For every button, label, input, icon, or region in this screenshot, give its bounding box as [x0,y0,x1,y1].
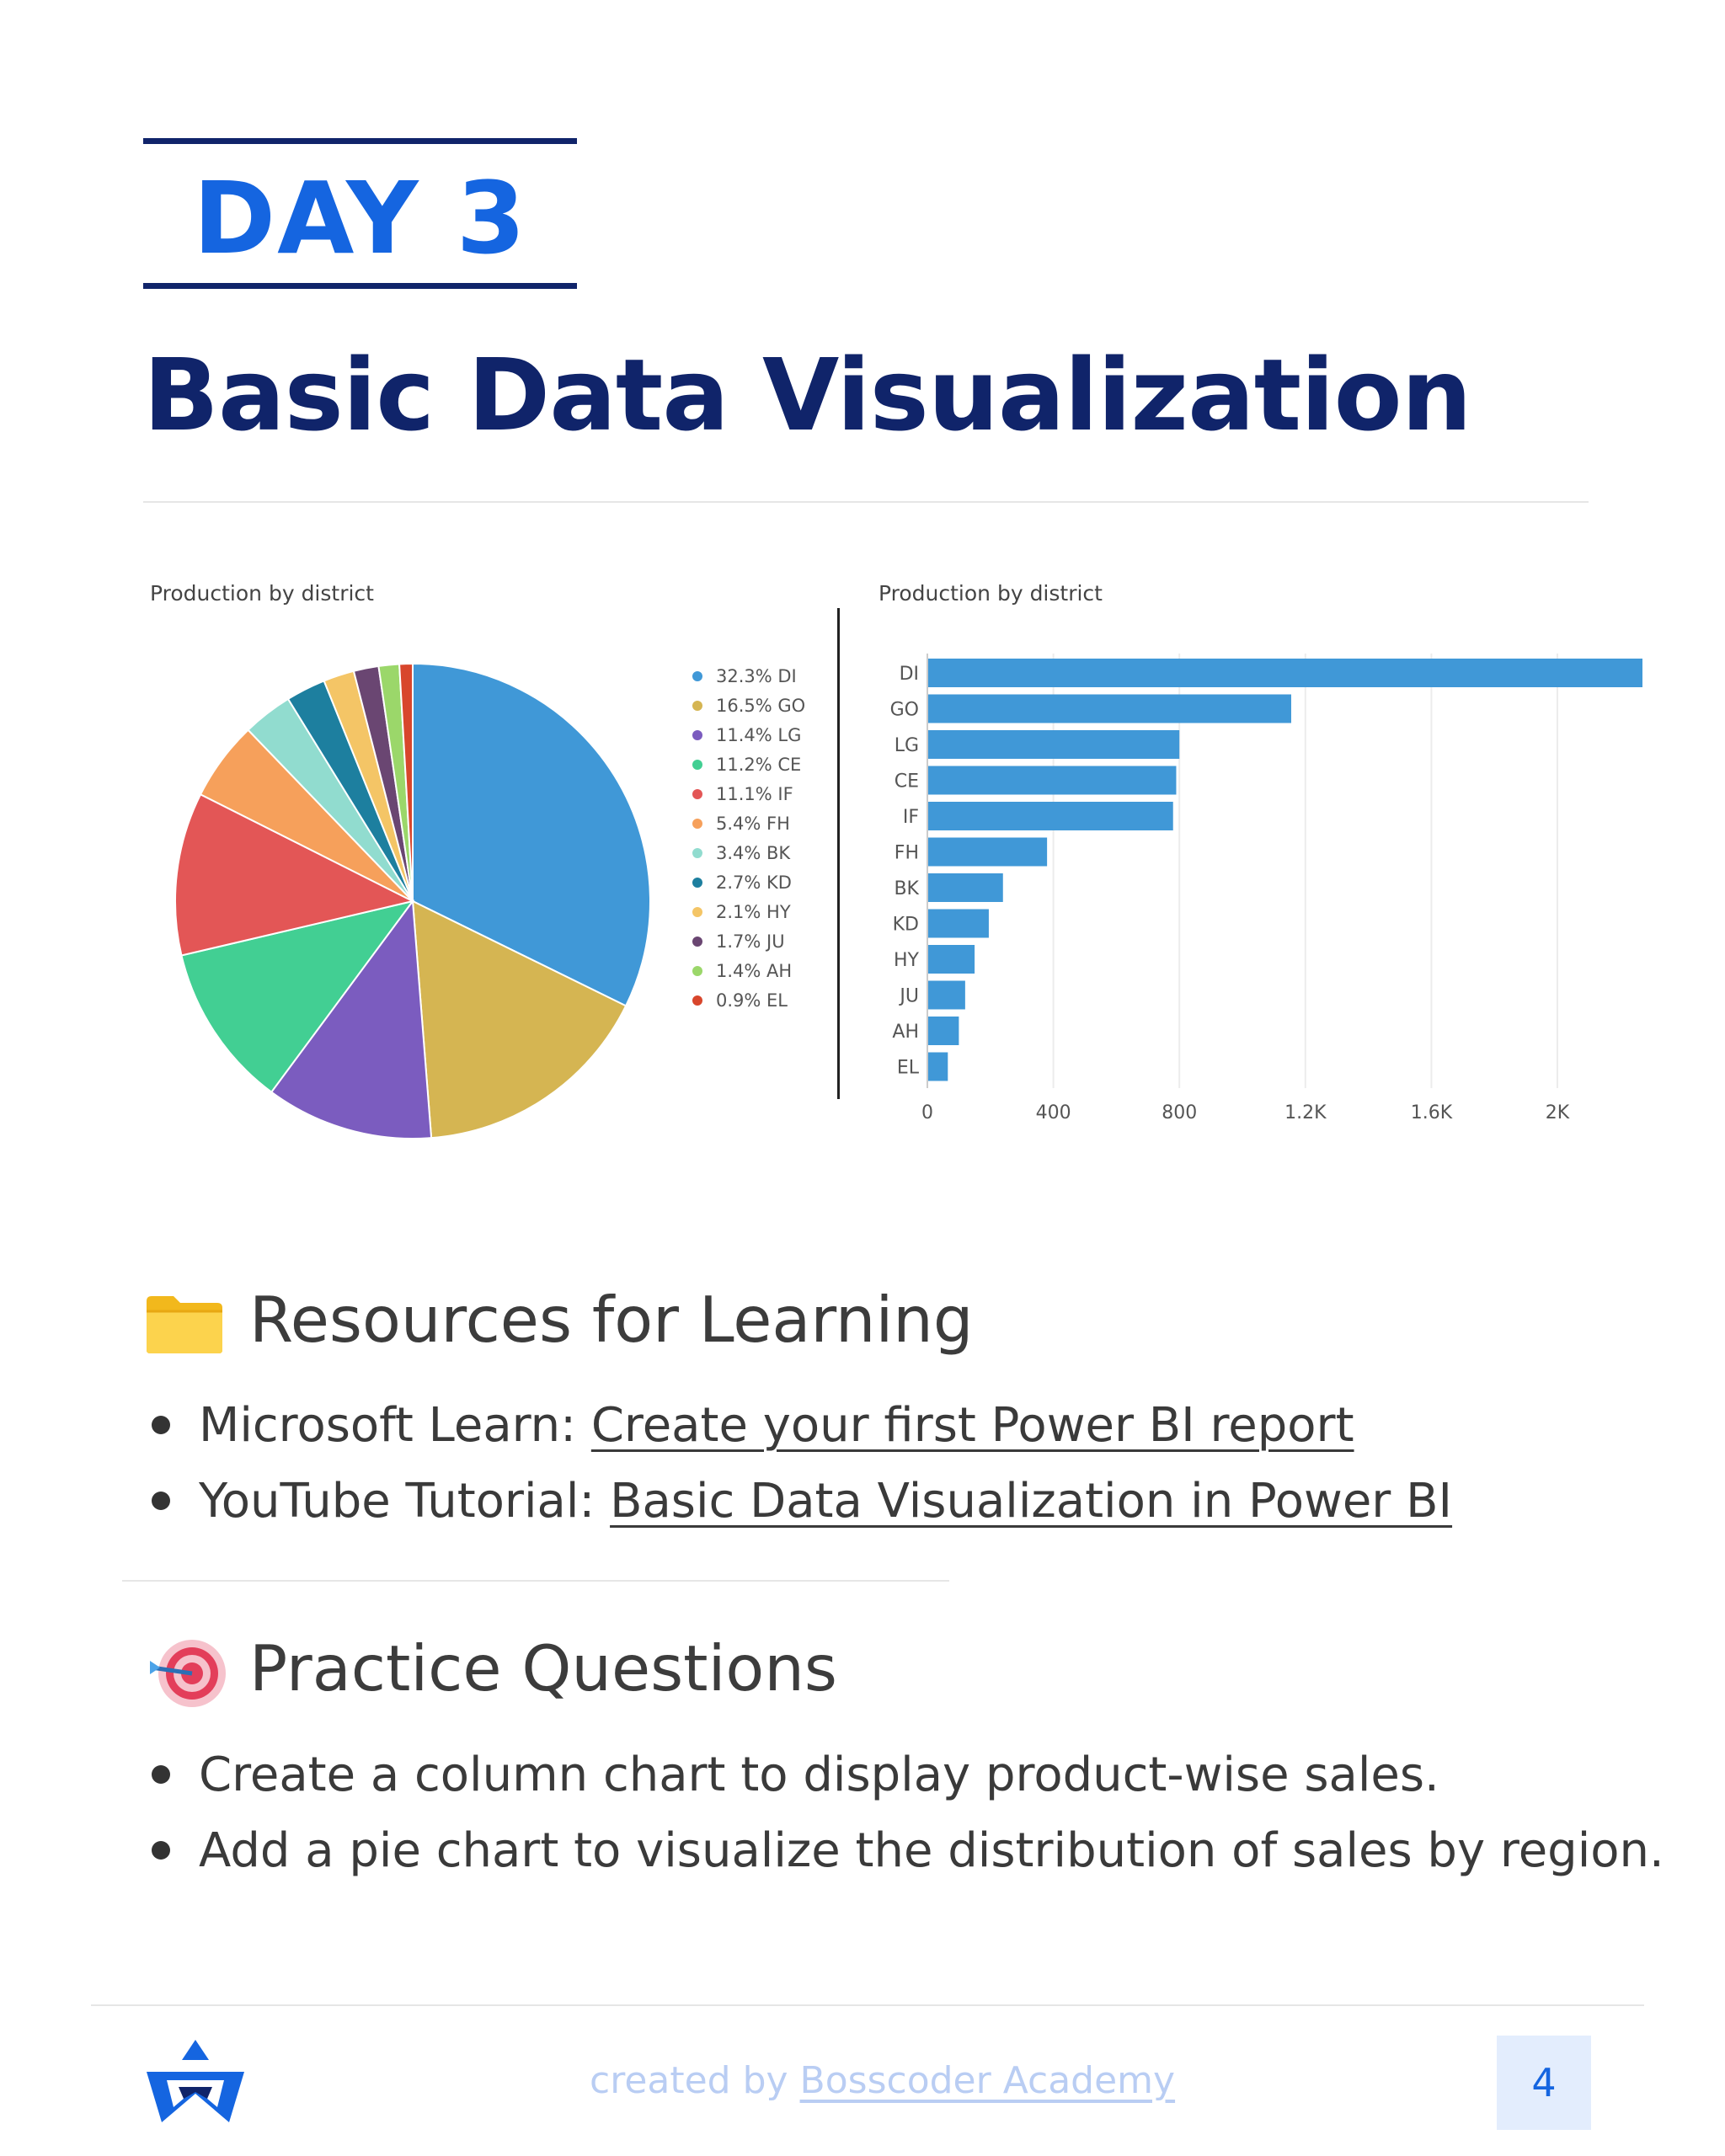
x-tick-label: 1.6K [1410,1102,1453,1123]
legend-label: 11.1% IF [716,783,793,804]
footer-divider [91,2004,1644,2006]
legend-label: 32.3% DI [716,665,797,686]
resource-prefix: YouTube Tutorial: [199,1474,611,1529]
legend-label: 0.9% EL [716,990,788,1011]
y-category-label: AH [892,1022,919,1043]
legend-label: 1.7% JU [716,931,785,952]
legend-dot [692,789,702,799]
legend-dot [692,937,702,947]
footer-created-by: created by [590,2059,800,2102]
legend-dot [692,966,702,976]
section-divider [122,1580,949,1582]
legend-item-go [692,691,836,720]
bar-lg [928,730,1179,759]
y-category-label: CE [894,771,919,792]
bar-ju [928,981,965,1010]
bullet-dot [152,1765,170,1784]
legend-dot [692,671,702,681]
legend-label: 2.7% KD [716,872,792,893]
pie-chart-title: Production by district [150,581,374,606]
pie-legend [692,661,836,1015]
bosscoder-logo[interactable] [142,2038,249,2126]
x-tick-label: 2K [1545,1102,1570,1123]
practice-item-1 [152,1748,1439,1802]
header-bottom-rule [143,283,577,289]
target-icon [148,1636,229,1711]
legend-label: 5.4% FH [716,813,790,834]
y-category-label: GO [889,699,919,721]
resource-item-1 [152,1398,1354,1453]
legend-dot [692,730,702,740]
header-top-rule [143,138,577,144]
bullet-dot [152,1416,170,1434]
footer-credit [590,2059,1176,2102]
legend-item-ce [692,750,836,779]
legend-label: 2.1% HY [716,901,791,922]
legend-dot [692,819,702,829]
x-tick-label: 800 [1162,1102,1198,1123]
legend-dot [692,907,702,917]
legend-label: 3.4% BK [716,842,791,863]
resource-link-power-bi-report[interactable]: Create your first Power BI report [590,1398,1354,1453]
legend-label: 11.2% CE [716,754,802,775]
legend-item-lg [692,720,836,750]
bar-el [928,1053,948,1081]
bar-chart-title: Production by district [879,581,1103,606]
x-tick-label: 400 [1035,1102,1071,1123]
y-category-label: JU [900,985,919,1007]
page-title: Basic Data Visualization [143,337,1471,453]
resource-item-2 [152,1474,1452,1529]
day-label: DAY 3 [193,160,527,276]
legend-dot [692,760,702,770]
bullet-dot [152,1841,170,1860]
bar-ah [928,1017,959,1045]
x-tick-label: 1.2K [1284,1102,1327,1123]
legend-item-bk [692,838,836,867]
bar-ce [928,766,1176,795]
y-category-label: LG [894,735,919,756]
bar-kd [928,910,989,938]
pie-chart [160,648,665,1154]
resource-link-youtube-tutorial[interactable]: Basic Data Visualization in Power BI [610,1474,1453,1529]
y-category-label: DI [899,664,919,685]
resources-heading: Resources for Learning [249,1283,974,1357]
legend-dot [692,701,702,711]
bar-hy [928,945,975,974]
folder-icon [143,1294,226,1355]
bullet-dot [152,1492,170,1510]
legend-label: 16.5% GO [716,695,806,716]
bar-chart [851,640,1659,1129]
legend-item-el [692,985,836,1015]
practice-item-2 [152,1823,1664,1878]
practice-item-text: Create a column chart to display product-wise sales. [199,1748,1439,1802]
footer-brand-link[interactable]: Bosscoder Academy [799,2059,1176,2102]
bar-fh [928,838,1047,867]
legend-item-kd [692,867,836,897]
legend-dot [692,995,702,1006]
y-category-label: KD [892,914,919,936]
bar-go [928,695,1291,723]
title-divider [143,501,1589,503]
y-category-label: IF [902,807,919,828]
y-category-label: BK [894,878,919,899]
legend-item-if [692,779,836,808]
practice-heading: Practice Questions [249,1631,837,1705]
legend-item-fh [692,808,836,838]
bar-if [928,802,1173,830]
y-category-label: HY [894,950,919,971]
resource-prefix: Microsoft Learn: [199,1398,591,1453]
legend-dot [692,848,702,858]
legend-item-ah [692,956,836,985]
legend-label: 1.4% AH [716,960,793,981]
page-number: 4 [1497,2036,1591,2130]
legend-dot [692,878,702,888]
x-tick-label: 0 [921,1102,933,1123]
y-category-label: FH [894,842,919,864]
legend-item-di [692,661,836,691]
legend-item-ju [692,926,836,956]
bar-di [928,659,1642,687]
legend-item-hy [692,897,836,926]
practice-item-text: Add a pie chart to visualize the distribution of sales by region. [199,1823,1664,1878]
y-category-label: EL [896,1057,919,1079]
legend-label: 11.4% LG [716,724,802,745]
bar-bk [928,873,1003,902]
chart-separator [837,608,840,1099]
